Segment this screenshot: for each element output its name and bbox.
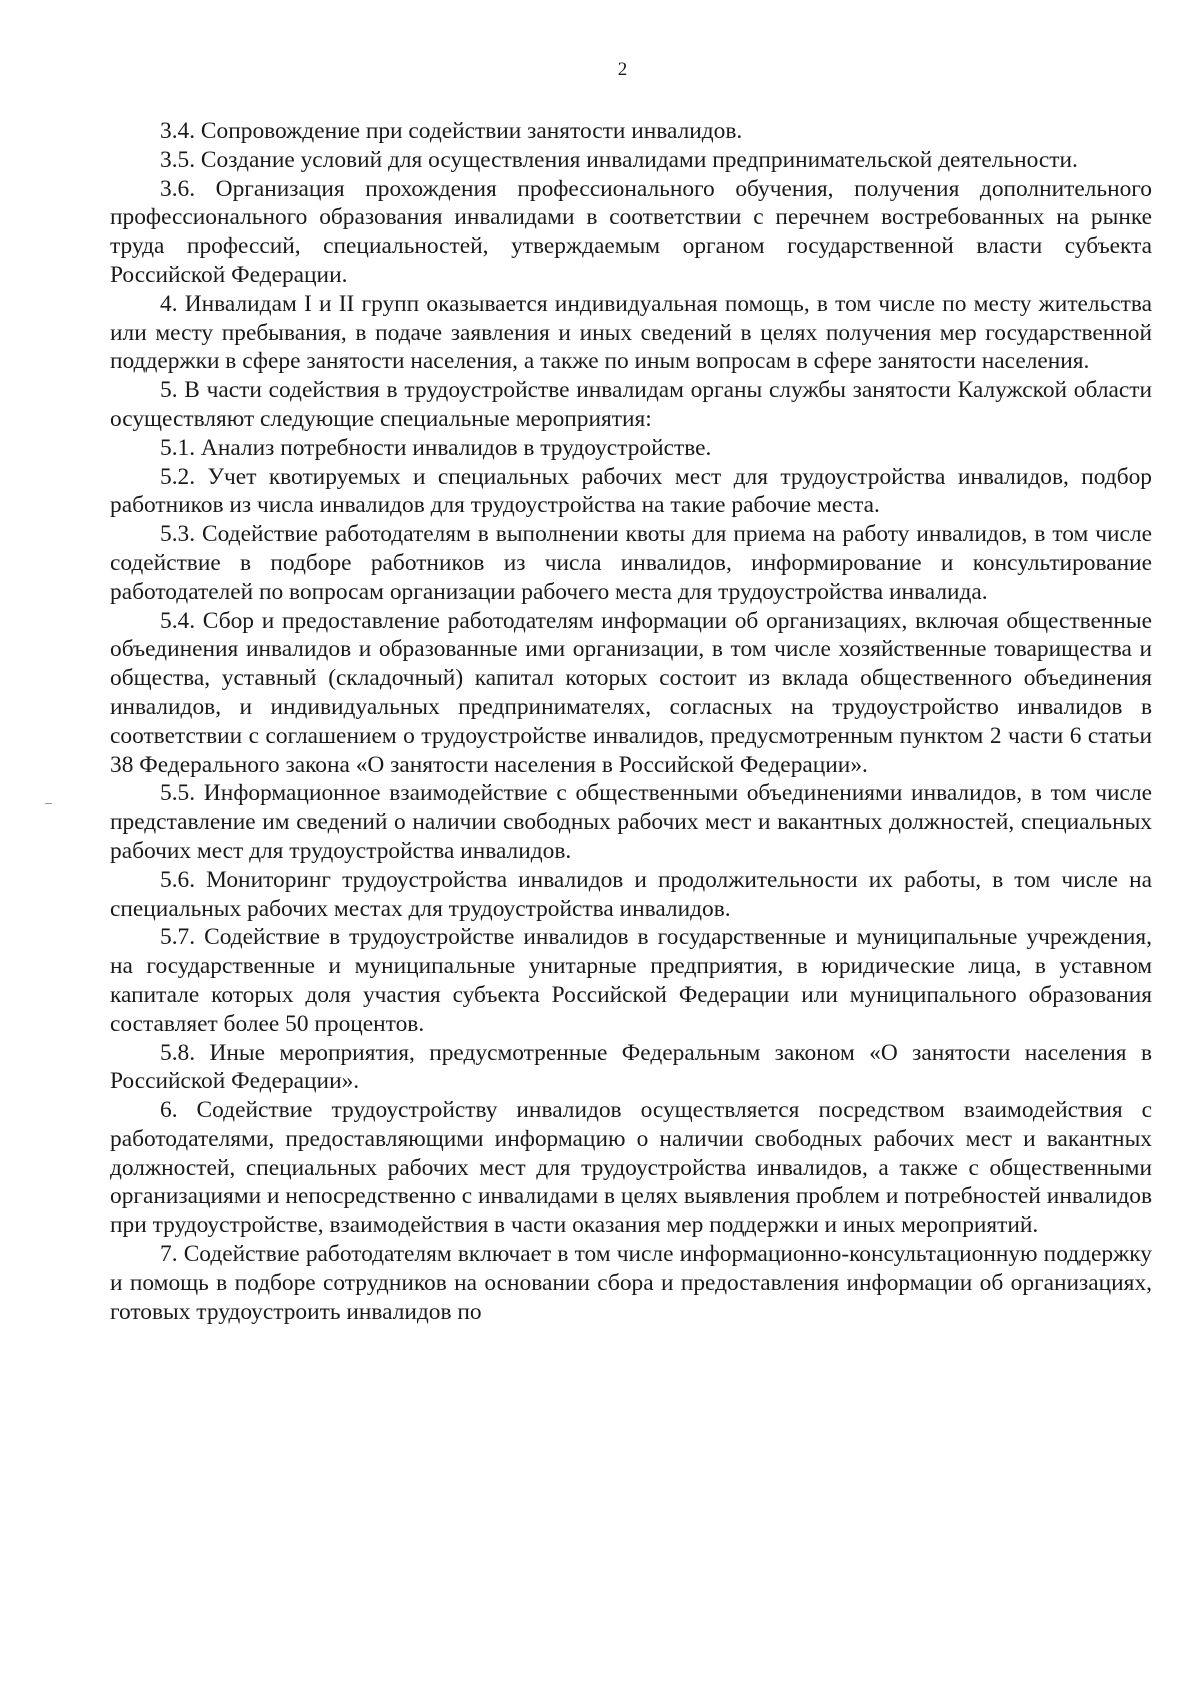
paragraph-5-5: 5.5. Информационное взаимодействие с общественными объединениями инвалидов, в том числе представление им сведений о наличии свободных рабочих мест и вакантных должностей, специальных рабочих мест для трудоустройства инвалидов.: [110, 780, 1152, 864]
document-body: [110, 117, 1152, 1326]
paragraph-5-3: 5.3. Содействие работодателям в выполнении квоты для приема на работу инвалидов, в том числе содействие в подборе работников из числа инвалидов, информирование и консультирование работодателей по вопросам организации рабочего места для трудоустройства инвалида.: [110, 521, 1152, 605]
paragraph-5: 5. В части содействия в трудоустройстве инвалидам органы службы занятости Калужской области осуществляют следующие специальные мероприятия:: [110, 377, 1152, 432]
paragraph-5-2: 5.2. Учет квотируемых и специальных рабочих мест для трудоустройства инвалидов, подбор работников из числа инвалидов для трудоустройства на такие рабочие места.: [110, 463, 1152, 519]
paragraph-5-6: 5.6. Мониторинг трудоустройства инвалидов и продолжительности их работы, в том числе на специальных рабочих местах для трудоустройства инвалидов.: [110, 866, 1152, 922]
paragraph-5-8: 5.8. Иные мероприятия, предусмотренные Федеральным законом «О занятости населения в Российской Федерации».: [110, 1039, 1152, 1095]
paragraph-5-7: 5.7. Содействие в трудоустройстве инвалидов в государственные и муниципальные учреждения, на государственные и муниципальные унитарные предприятия, в юридические лица, в уставном капитале которых доля участия субъекта Российской Федерации или муниципального образования составляет более 50 процентов.: [110, 924, 1152, 1037]
paragraph-3-6: 3.6. Организация прохождения профессионального обучения, получения дополнительного профессионального образования инвалидами в соответствии с перечнем востребованных на рынке труда профессий, специальностей, утверждаемым органом государственной власти субъекта Российской Федерации.: [110, 175, 1152, 288]
paragraph-3-5: 3.5. Создание условий для осуществления инвалидами предпринимательской деятельности.: [160, 146, 1078, 173]
page-number: 2: [617, 59, 628, 80]
paragraph-6: 6. Содействие трудоустройству инвалидов осуществляется посредством взаимодействия с работодателями, предоставляющими информацию о наличии свободных рабочих мест и вакантных должностей, специальных рабочих мест для трудоустройства инвалидов, а также с общественными организациями и непосредственно с инвалидами в целях выявления проблем и потребностей инвалидов при трудоустройстве, взаимодействия в части оказания мер поддержки и иных мероприятий.: [110, 1097, 1152, 1239]
paragraph-5-4: 5.4. Сбор и предоставление работодателям информации об организациях, включая общественные объединения инвалидов и образованные ими организации, в том числе хозяйственные товарищества и общества, уставный (складочный) капитал которых состоит из вклада общественного объединения инвалидов, и индивидуальных предпринимателях, согласных на трудоустройство инвалидов в соответствии с соглашением о трудоустройстве инвалидов, предусмотренным пунктом 2 части 6 статьи 38 Федерального закона «О занятости населения в Российской Федерации».: [110, 607, 1152, 778]
paragraph-5-1: 5.1. Анализ потребности инвалидов в трудоустройстве.: [160, 434, 712, 461]
scan-artifact-mark: [45, 803, 52, 804]
paragraph-4: 4. Инвалидам I и II групп оказывается индивидуальная помощь, в том числе по месту жительства или месту пребывания, в подаче заявления и иных сведений в целях получения мер государственной поддержки в сфере занятости населения, а также по иным вопросам в сфере занятости населения.: [110, 290, 1152, 375]
paragraph-7: 7. Содействие работодателям включает в том числе информационно-консультационную поддержку и помощь в подборе сотрудников на основании сбора и предоставления информации об организациях, готовых трудоустроить инвалидов по: [110, 1241, 1152, 1325]
paragraph-3-4: 3.4. Сопровождение при содействии занятости инвалидов.: [160, 118, 743, 144]
